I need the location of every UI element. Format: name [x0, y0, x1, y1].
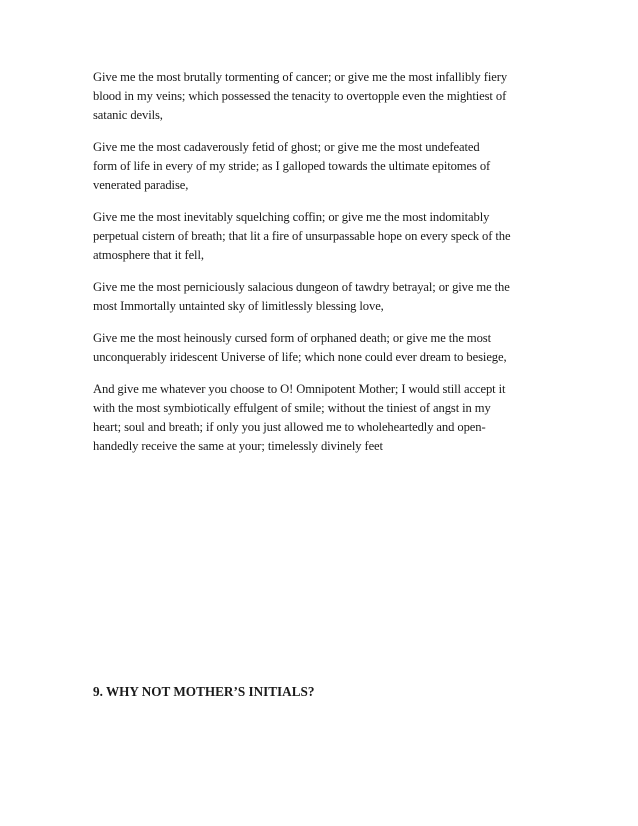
poem-line: venerated paradise,	[93, 178, 189, 192]
poem-line: And give me whatever you choose to O! Omnipotent Mother; I would still accept it	[93, 382, 506, 396]
stanza-2	[93, 138, 553, 195]
poem-line: Give me the most inevitably squelching coffin; or give me the most indomitably	[93, 210, 490, 224]
poem-line: heart; soul and breath; if only you just allowed me to wholeheartedly and open-	[93, 420, 486, 434]
section-heading: 9. WHY NOT MOTHER’S INITIALS?	[93, 684, 315, 699]
poem-body	[93, 68, 553, 469]
stanza-4	[93, 278, 553, 316]
stanza-6	[93, 380, 553, 456]
poem-line: handedly receive the same at your; timelessly divinely feet	[93, 439, 383, 453]
poem-line: atmosphere that it fell,	[93, 248, 204, 262]
poem-line: Give me the most perniciously salacious dungeon of tawdry betrayal; or give me the	[93, 280, 510, 294]
poem-line: most Immortally untainted sky of limitlessly blessing love,	[93, 299, 384, 313]
poem-line: blood in my veins; which possessed the tenacity to overtopple even the mightiest of	[93, 89, 507, 103]
poem-line: Give me the most brutally tormenting of cancer; or give me the most infallibly fiery	[93, 70, 508, 84]
poem-line: Give me the most heinously cursed form of orphaned death; or give me the most	[93, 331, 492, 345]
stanza-5	[93, 329, 553, 367]
poem-line: form of life in every of my stride; as I galloped towards the ultimate epitomes of	[93, 159, 491, 173]
poem-line: Give me the most cadaverously fetid of ghost; or give me the most undefeated	[93, 140, 480, 154]
poem-line: unconquerably iridescent Universe of life; which none could ever dream to besiege,	[93, 350, 507, 364]
stanza-1	[93, 68, 553, 125]
stanza-3	[93, 208, 553, 265]
poem-line: satanic devils,	[93, 108, 163, 122]
poem-line: with the most symbiotically effulgent of smile; without the tiniest of angst in my	[93, 401, 491, 415]
poem-line: perpetual cistern of breath; that lit a fire of unsurpassable hope on every speck of the	[93, 229, 511, 243]
